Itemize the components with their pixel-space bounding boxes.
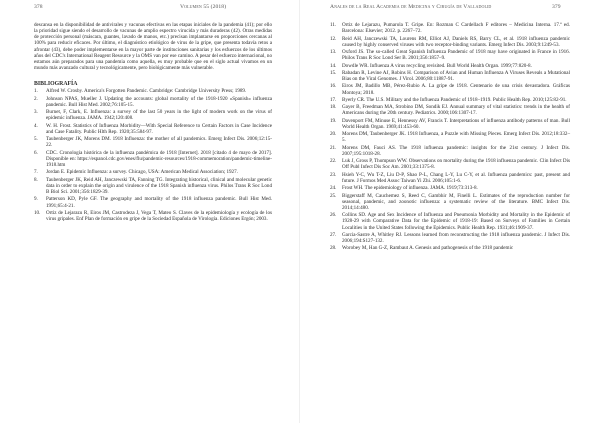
reference-item xyxy=(34,177,272,195)
right-page-number: 379 xyxy=(552,4,561,10)
right-page xyxy=(300,0,600,423)
reference-item xyxy=(330,131,570,143)
reference-number: 25. xyxy=(330,192,337,199)
reference-text: Biggerstaff M, Cauchemez S, Reed C, Gambhir M, Finelli L. Estimates of the reproduction number for seasonal, pandemic, and zoonotic influenza: a systematic review of the literature. BMC Infect Dis. 2014;14:480. xyxy=(342,192,570,211)
left-running-head: Volumen 55 (2018) xyxy=(180,4,227,10)
reference-item xyxy=(330,232,570,244)
reference-text: Garcia-Sastre A, Whitley RJ. Lessons learned from reconstructing the 1918 influenza pandemic. J Infect Dis. 2006;194:S127-132. xyxy=(342,231,570,244)
reference-number: 18. xyxy=(330,104,337,111)
reference-text: Frost WH. The epidemiology of influenza. JAMA. 1919;73:313-8. xyxy=(342,185,478,192)
reference-text: Byerly CR. The U.S. Military and the Influenza Pandemic of 1918–1919. Public Health Rep. 2010;125:82-91. xyxy=(342,96,567,103)
reference-number: 20. xyxy=(330,131,337,138)
reference-text: Collins SD. Age and Sex Incidence of Influenza and Pneumonia Morbidity and Mortality in the Epidemic of 1928-29 with Comparative Data for the Epidemic of 1918-19: Based on Surveys of Families in Certain Localities in the United States following the Epidemics. Public Health Rep. 1931;46:1909-37. xyxy=(342,212,570,231)
reference-item xyxy=(34,136,272,148)
reference-text: Taubenberger JK, Morens DM. 1918 Influenza: the mother of all pandemics. Emerg Infect Dis. 2006;12:15-22. xyxy=(46,136,272,149)
reference-number: 6. xyxy=(34,149,38,156)
right-text-column xyxy=(330,22,570,253)
reference-item xyxy=(34,109,272,121)
reference-number: 14. xyxy=(330,62,337,69)
reference-item xyxy=(330,36,570,48)
reference-item xyxy=(330,22,570,34)
reference-number: 9. xyxy=(34,196,38,203)
reference-text: Reid AH, Janczewski TA, Lourens RM, Elliot AJ, Daniels RS, Barry CL, et al. 1918 influenza pandemic caused by highly conserved viruses with two receptor-binding variants. Emerg Infect Dis. 2003;9:1249-53. xyxy=(342,35,570,48)
reference-item xyxy=(34,169,272,175)
reference-number: 8. xyxy=(34,176,38,183)
reference-number: 19. xyxy=(330,117,337,124)
reference-item xyxy=(330,49,570,61)
right-running-head: Anales de la Real Academia de Medicina y Cirugía de Valladolid xyxy=(330,4,492,10)
reference-text: Johnson NPAS, Mueller J. Updating the accounts: global mortality of the 1918-1920 «Spanish» influenza pandemic. Bull Hist Med. 2002;76:105-15. xyxy=(46,95,272,108)
left-reference-list xyxy=(34,88,272,222)
reference-item xyxy=(330,97,570,103)
reference-number: 17. xyxy=(330,96,337,103)
reference-text: Ortiz de Lejarazu, Pumarola T. Gripe. En: Rozman C Cardellach F editores – Medicina Interna. 17.ª ed. Barcelona: Elsevier; 2012. p. 2267–72. xyxy=(342,22,570,35)
reference-item xyxy=(330,70,570,82)
reference-item xyxy=(330,172,570,184)
reference-text: Oxford JS. The so-called Great Spanish Influenza Pandemic of 1918 may have originated in France in 1916. Philos Trans R Soc Lond Ser B. 2001;356:1857–9. xyxy=(342,49,570,62)
reference-text: CDC. Cronología histórica de la influenza pandémica de 1918 [Internet]. 2018 [citado 4 de mayo de 2017]. Disponible en: https://espanol.cdc.gov/enes/flu/pandemic-resources/1918-commemoration/pandemic-timeline-1918.htm xyxy=(46,149,272,169)
right-reference-list xyxy=(330,22,570,252)
reference-number: 12. xyxy=(330,35,337,42)
reference-item xyxy=(330,63,570,69)
bibliography-title: BIBLIOGRAFÍA xyxy=(34,81,78,88)
reference-text: Patterson KD, Pyle GF. The geography and mortality of the 1918 influenza pandemic. Bull Hist Med. 1991;65:4-21. xyxy=(46,196,272,209)
reference-text: Davenport FM, Minuse E, Hennessy AV, Francis T. Interpretations of influenza antibody patterns of man. Bull World Health Organ. 1969;41:453-60. xyxy=(342,117,570,130)
reference-text: Taubenberger JK, Reid AH, Janczewski TA, Fanning TG. Integrating historical, clinical and molecular genetic data in order to explain the origin and virulence of the 1918 Spanish influenza virus. Philos Trans R Soc Lond B Biol Sci. 2001;356:1829-39. xyxy=(46,176,272,196)
reference-number: 21. xyxy=(330,144,337,151)
reference-item xyxy=(330,193,570,211)
left-text-column xyxy=(34,22,272,223)
reference-number: 28. xyxy=(330,245,337,252)
reference-text: Hsieh Y-C, Wu T-Z, Liu D-P, Shao P-L, Chang L-Y, Lu C-Y, et al. Influenza pandemics: past, present and future. J Formos Med Assoc Taiwan Yi Zhi. 2006;105:1-6. xyxy=(342,171,570,184)
reference-text: Luk J, Gross P, Thompson WW. Observations on mortality during the 1918 influenza pandemic. Clin Infect Dis Off Publ Infect Dis Soc Am. 2001;33:1375-8. xyxy=(342,158,570,171)
reference-number: 10. xyxy=(34,209,41,216)
reference-item xyxy=(330,83,570,95)
reference-text: Dowdle WR. Influenza A virus recycling revisited. Bull World Health Organ. 1999;77:820-8. xyxy=(342,62,532,69)
reference-item xyxy=(34,88,272,94)
reference-text: Eiros JM, Badillo MB, Pérez-Rubio A. La gripe de 1918. Centenario de una crisis devastadora. Gráficas Montoya; 2018. xyxy=(342,83,570,96)
reference-number: 23. xyxy=(330,171,337,178)
reference-number: 27. xyxy=(330,231,337,238)
reference-text: Jordan E. Epidemic Influenza: a survey. Chicago, USA: American Medical Association; 1927. xyxy=(46,169,238,176)
reference-item xyxy=(34,96,272,108)
reference-number: 4. xyxy=(34,122,38,129)
reference-item xyxy=(34,150,272,168)
reference-item xyxy=(330,104,570,116)
reference-number: 1. xyxy=(34,88,38,95)
reference-number: 26. xyxy=(330,212,337,219)
reference-text: Ortiz de Lejarazu R, Eiros JM, Castrodeza J, Vega T, Mateo S. Claves de la epidemiología y ecología de los virus gripales. Enf Plan de formación en gripe de la Sociedad Española de Virología. Ediciones Ergón; 2003. xyxy=(46,209,272,223)
reference-item xyxy=(330,212,570,230)
reference-number: 15. xyxy=(330,69,337,76)
reference-number: 5. xyxy=(34,136,38,143)
reference-text: Gayer B, Freedman MA, Strobino DM, Sondik EJ. Annual summary of vital statistics: trends in the health of Americans during the 20th century. Pediatrics. 2000;106:1307-17. xyxy=(342,104,570,117)
reference-text: Alfred W. Crosby. America's Forgotten Pandemic. Cambridge: Cambridge University Press; 1989. xyxy=(46,88,247,95)
reference-text: Rabadan R, Levine AJ, Robins H. Comparison of Avian and Human Influenza A Viruses Reveals a Mutational Bias on the Viral Genomes. J Virol. 2006;80:11887-91. xyxy=(342,69,570,82)
reference-text: Worobey M, Han G-Z, Rambaut A. Genesis and pathogenesis of the 1918 pandemic xyxy=(342,245,514,252)
intro-paragraph: descansa en la disponibilidad de antivirales y vacunas efectivas en las etapas iniciales de la pandemia (41); por ello la prioridad sigue siendo el desarrollo de vacunas de amplio espectro virucida y más duraderas (42). Otras medidas de protección personal (máscara, guantes, lavado de manos, etc.) precisan implantarse en proporciones cercanas al 100% para reducir eficaces. Por último, el diagnóstico etiológico de virus de la gripe, que presenta todavía retos a afrontar (43), debe poder implementarse en la mayor parte de instituciones sanitarias y los esfuerzos de los últimos años del CDC's International Reagent Resource y la OMS van por ese camino. A pesar del esfuerzo internacional, no estamos aún preparados para una pandemia como aquella, es muy probable que en el siglo actual vivamos en un mundo más avanzado cultural y tecnológicamente, pero biológicamente más vulnerable. xyxy=(34,22,272,72)
reference-text: Morens DM, Fauci AS. The 1918 influenza pandemic: insights for the 21st century. J Infect Dis. 2007;195:1018-28. xyxy=(342,144,570,157)
reference-item xyxy=(330,158,570,170)
reference-number: 2. xyxy=(34,95,38,102)
reference-item xyxy=(34,123,272,135)
left-page-number: 378 xyxy=(34,4,43,10)
reference-text: Morens DM, Taubenberger JK. 1918 Influenza, a Puzzle with Missing Pieces. Emerg Infect Dis. 2012;18:332–5. xyxy=(342,131,570,144)
reference-item xyxy=(34,196,272,208)
reference-number: 7. xyxy=(34,169,38,176)
reference-number: 3. xyxy=(34,109,38,116)
reference-number: 11. xyxy=(330,22,337,28)
reference-number: 22. xyxy=(330,158,337,165)
reference-text: Burnet, F, Clark, E. Influenza: a survey of the last 50 years in the light of modern work on the virus of epidemic influenza. JAMA. 1942;120:408. xyxy=(46,109,272,122)
reference-text: W. H. Frost. Statistics of Influenza Morbidity—With Special Reference to Certain Factors in Case Incidence and Case Fatality. Public Hlth Rep. 1920;35:584-97. xyxy=(46,122,272,135)
reference-item xyxy=(330,185,570,191)
reference-item xyxy=(330,145,570,157)
reference-item xyxy=(330,245,570,251)
reference-number: 24. xyxy=(330,185,337,192)
reference-number: 16. xyxy=(330,83,337,90)
reference-number: 13. xyxy=(330,49,337,55)
reference-item xyxy=(330,118,570,130)
reference-item xyxy=(34,210,272,222)
